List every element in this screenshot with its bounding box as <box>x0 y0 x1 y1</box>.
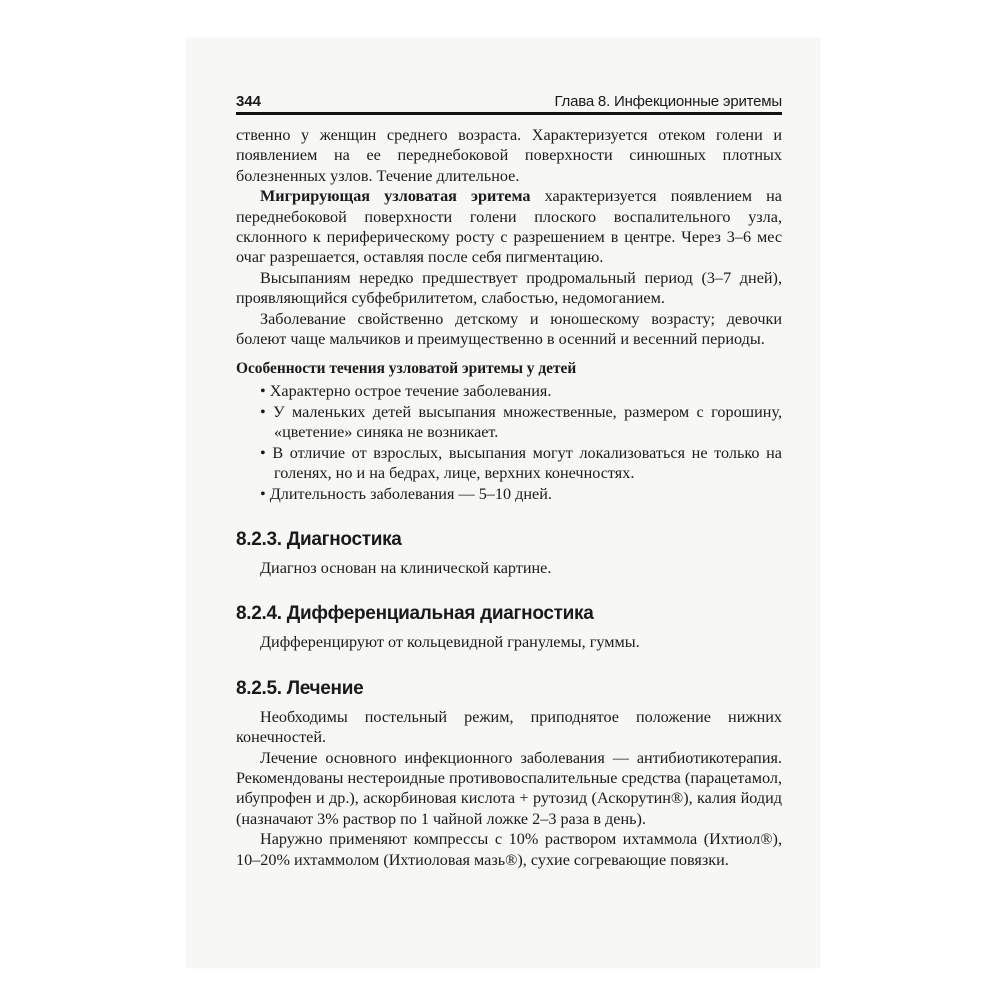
term-migrating-erythema: Мигрирующая узловатая эритема <box>260 187 531 206</box>
section-heading-differential: 8.2.4. Дифференциальная диагностика <box>236 603 594 625</box>
section-heading-diagnostics: 8.2.3. Диагностика <box>236 528 402 550</box>
paragraph-diagnostics: Диагноз основан на клинической картине. <box>260 558 552 577</box>
paragraph-migrating-erythema-text: характеризуется появлением на переднебоковой поверхности голени плоского воспалительного узла, склонного к периферическому росту с разрешением в центре. Через 3–6 мес очаг разрешается, оставляя после себя пигментацию. <box>236 187 782 267</box>
children-features-list <box>236 381 782 503</box>
paragraph-continuation: ственно у женщин среднего возраста. Характеризуется отеком голени и появлением на ее переднебоковой поверхности синюшных плотных болезненных узлов. Течение длительное. <box>236 126 782 185</box>
paragraph-treatment-external: Наружно применяют компрессы с 10% раствором ихтаммола (Ихтиол®), 10–20% ихтаммолом (Ихтиоловая мазь®), сухие согревающие повязки. <box>236 830 782 869</box>
list-item: • В отличие от взрослых, высыпания могут локализоваться не только на голенях, но и на бедрах, лице, верхних конечностях. <box>260 443 782 483</box>
paragraph-prodromal: Высыпаниям нередко предшествует продромальный период (3–7 дней), проявляющийся субфебрилитетом, слабостью, недомоганием. <box>236 268 782 308</box>
children-features-heading: Особенности течения узловатой эритемы у детей <box>236 360 577 378</box>
paragraph-treatment-regime: Необходимы постельный режим, приподнятое положение нижних конечностей. <box>236 707 782 747</box>
section-heading-treatment: 8.2.5. Лечение <box>236 677 364 699</box>
paragraph-treatment-drugs: Лечение основного инфекционного заболевания — антибиотикотерапия. Рекомендованы нестероидные противовоспалительные средства (парацетамол, ибупрофен и др.), аскорбиновая кислота + рутозид (Аскорутин®), калия йодид (назначают 3% раствор по 1 чайной ложке 2–3 раза в день). <box>236 748 782 828</box>
paragraph-age: Заболевание свойственно детскому и юношескому возрасту; девочки болеют чаще мальчиков и преимущественно в осенний и весенний периоды. <box>236 309 782 349</box>
body-text <box>236 125 782 870</box>
list-item: • У маленьких детей высыпания множественные, размером с горошину, «цветение» синяка не возникает. <box>260 402 782 442</box>
paragraph-migrating-erythema <box>236 186 782 268</box>
list-item: • Характерно острое течение заболевания. <box>260 382 552 401</box>
paragraph-differential: Дифференцируют от кольцевидной гранулемы, гуммы. <box>260 633 640 652</box>
list-item: • Длительность заболевания — 5–10 дней. <box>260 484 552 503</box>
chapter-title: Глава 8. Инфекционные эритемы <box>554 93 782 110</box>
page-content <box>236 86 782 870</box>
page-number: 344 <box>236 93 262 110</box>
running-header <box>236 86 782 115</box>
